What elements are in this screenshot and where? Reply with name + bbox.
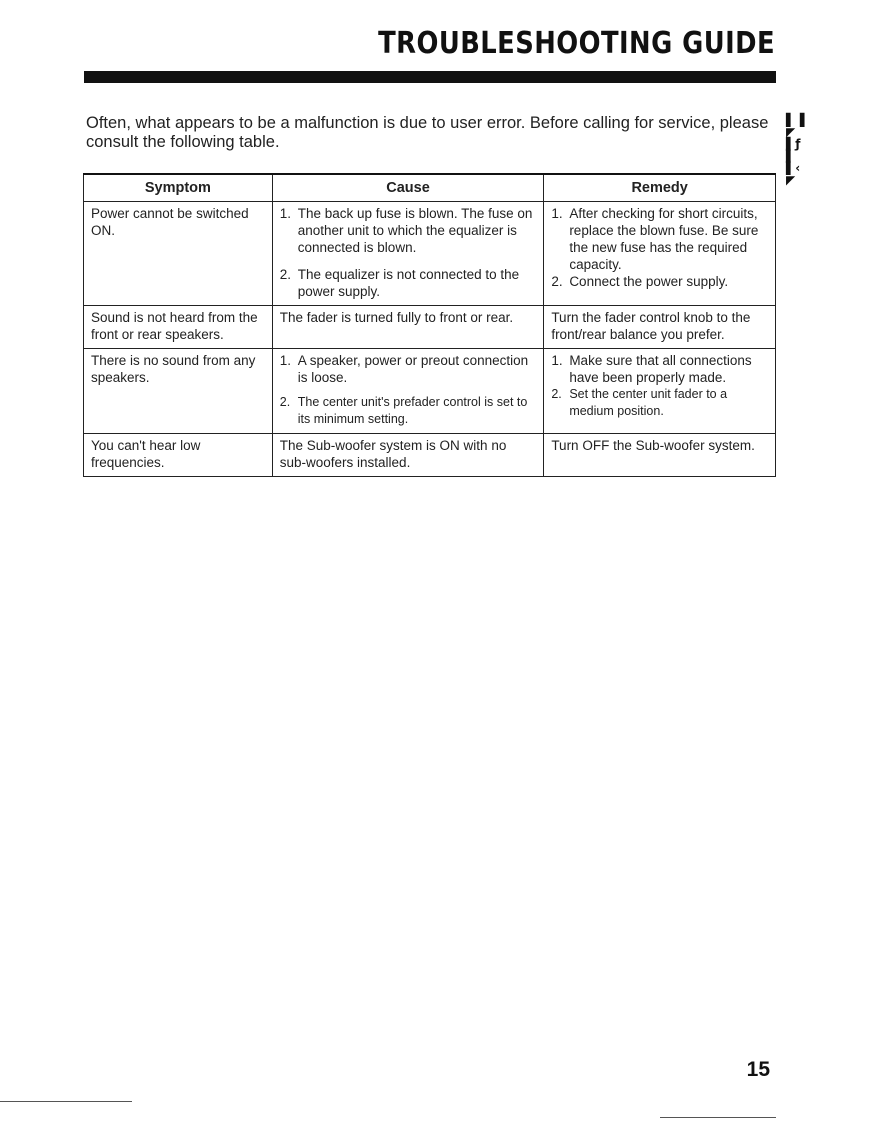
margin-mark: ▌ƒ [786, 137, 801, 151]
cause-cell [272, 349, 544, 434]
page-number: 15 [746, 1058, 770, 1081]
remedy-item: 2. Connect the power supply. [551, 274, 729, 289]
intro-paragraph: Often, what appears to be a malfunction is due to user error. Before calling for service, please consult the following table. [86, 114, 769, 151]
cause-cell: The Sub-woofer system is ON with no sub-woofers installed. [272, 434, 544, 477]
header-remedy: Remedy [544, 174, 776, 202]
margin-mark: ▌‹ [786, 161, 801, 175]
footer-rule-left [0, 1101, 132, 1102]
table-header-row [84, 174, 776, 202]
symptom-cell: Power cannot be switched ON. [84, 202, 273, 306]
table-row [84, 202, 776, 306]
symptom-cell: You can't hear low frequencies. [84, 434, 273, 477]
table-row [84, 349, 776, 434]
remedy-item: 1. Make sure that all connections have been properly made. [551, 353, 752, 385]
margin-mark: ◤ [786, 173, 796, 187]
cause-item: 2. The center unit's prefader control is set to its minimum setting. [279, 395, 528, 426]
header-symptom: Symptom [84, 174, 273, 202]
remedy-item: 1. After checking for short circuits, replace the blown fuse. Be sure the new fuse has the required capacity. [551, 206, 759, 272]
cause-item: 2. The equalizer is not connected to the power supply. [279, 267, 520, 299]
cause-item: 1. The back up fuse is blown. The fuse on another unit to which the equalizer is connected is blown. [279, 206, 533, 255]
margin-index-marks [786, 114, 804, 186]
margin-mark: ▌▐ [786, 113, 805, 127]
cause-cell: The fader is turned fully to front or rear. [272, 306, 544, 349]
troubleshooting-table [83, 173, 776, 477]
table-row [84, 306, 776, 349]
remedy-cell [544, 202, 776, 306]
remedy-cell: Turn OFF the Sub-woofer system. [544, 434, 776, 477]
header-cause: Cause [272, 174, 544, 202]
footer-rule-right [660, 1117, 776, 1118]
symptom-cell: Sound is not heard from the front or rear speakers. [84, 306, 273, 349]
remedy-cell: Turn the fader control knob to the front/rear balance you prefer. [544, 306, 776, 349]
page-title: TROUBLESHOOTING GUIDE [378, 26, 775, 61]
symptom-cell: There is no sound from any speakers. [84, 349, 273, 434]
cause-item: 1. A speaker, power or preout connection is loose. [279, 353, 529, 385]
cause-cell [272, 202, 544, 306]
title-underline-bar [84, 71, 776, 83]
table-row [84, 434, 776, 477]
remedy-cell [544, 349, 776, 434]
margin-mark: ▌ [786, 149, 796, 163]
margin-mark: ◤ [786, 125, 796, 139]
remedy-item: 2. Set the center unit fader to a medium position. [551, 387, 728, 418]
